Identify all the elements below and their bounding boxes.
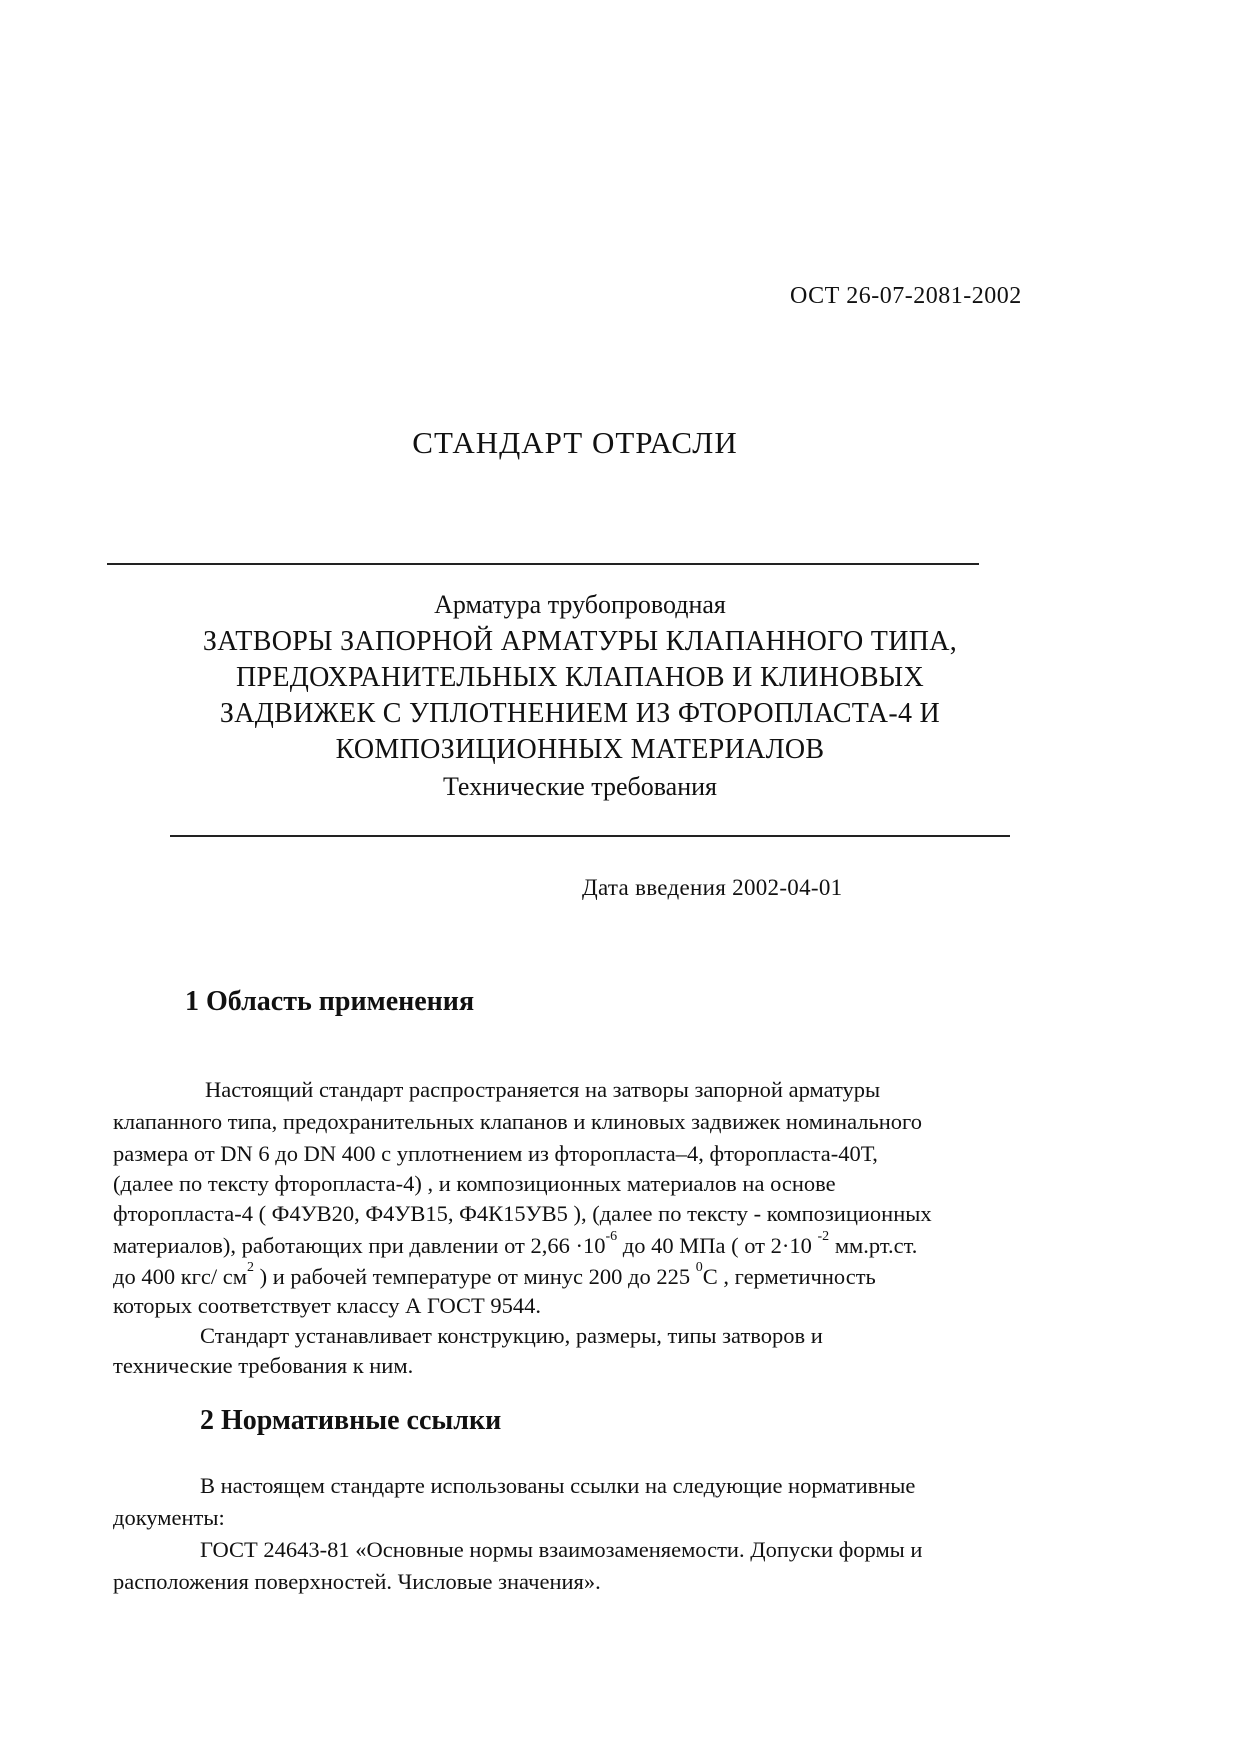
introduction-date: Дата введения 2002-04-01 bbox=[582, 875, 843, 900]
section-2-line-3: ГОСТ 24643-81 «Основные нормы взаимозаменяемости. Допуски формы и bbox=[200, 1537, 923, 1562]
standard-type-title: СТАНДАРТ ОТРАСЛИ bbox=[412, 425, 738, 460]
section-1-line-6: материалов), работающих при давлении от $2,66 \cdot 10^{-6}$ до 40 МПа ( от 2·10 $^{-2}$ мм.рт.ст. bbox=[113, 1229, 918, 1258]
section-1-line-10: технические требования к ним. bbox=[113, 1353, 414, 1378]
section-1-line-5: фторопласта-4 ( Ф4УВ20, Ф4УВ15, Ф4К15УВ5 ), (далее по тексту - композиционных bbox=[113, 1201, 932, 1226]
document-code: ОСТ 26-07-2081-2002 bbox=[790, 283, 1022, 309]
section-2-line-2: документы: bbox=[113, 1505, 225, 1530]
document-subtitle-2: Технические требования bbox=[442, 772, 717, 801]
document-subtitle: Арматура трубопроводная bbox=[434, 590, 726, 619]
section-2-line-4: расположения поверхностей. Числовые значения». bbox=[113, 1569, 601, 1594]
section-1-line-8: которых соответствует классу А ГОСТ 9544. bbox=[113, 1293, 541, 1318]
section-1-line-4: (далее по тексту фторопласта-4) , и композиционных материалов на основе bbox=[113, 1171, 836, 1196]
section-1-line-3: размера от DN 6 до DN 400 с уплотнением из фторопласта–4, фторопласта-40Т, bbox=[113, 1141, 878, 1166]
title-line-3: ЗАДВИЖЕК С УПЛОТНЕНИЕМ ИЗ ФТОРОПЛАСТА-4 И bbox=[219, 698, 941, 729]
section-2-line-1: В настоящем стандарте использованы ссылки на следующие нормативные bbox=[200, 1473, 916, 1498]
title-line-2: ПРЕДОХРАНИТЕЛЬНЫХ КЛАПАНОВ И КЛИНОВЫХ bbox=[235, 662, 925, 693]
title-line-1: ЗАТВОРЫ ЗАПОРНОЙ АРМАТУРЫ КЛАПАННОГО ТИПА, bbox=[202, 626, 958, 657]
section-1-line-1: Настоящий стандарт распространяется на затворы запорной арматуры bbox=[205, 1077, 881, 1102]
divider-bottom bbox=[170, 835, 1010, 837]
section-1-line-7: до 400 кгс/ $см^2$ ) и рабочей температуре от минус 200 до 225 $^0$С , герметичность bbox=[113, 1260, 876, 1289]
section-1-heading: 1 Область применения bbox=[185, 986, 475, 1017]
section-1-line-2: клапанного типа, предохранительных клапанов и клиновых задвижек номинального bbox=[113, 1109, 922, 1134]
divider-top bbox=[107, 563, 979, 565]
section-2-heading: 2 Нормативные ссылки bbox=[200, 1405, 502, 1436]
section-1-line-9: Стандарт устанавливает конструкцию, размеры, типы затворов и bbox=[200, 1323, 823, 1348]
title-line-4: КОМПОЗИЦИОННЫХ МАТЕРИАЛОВ bbox=[335, 734, 825, 765]
